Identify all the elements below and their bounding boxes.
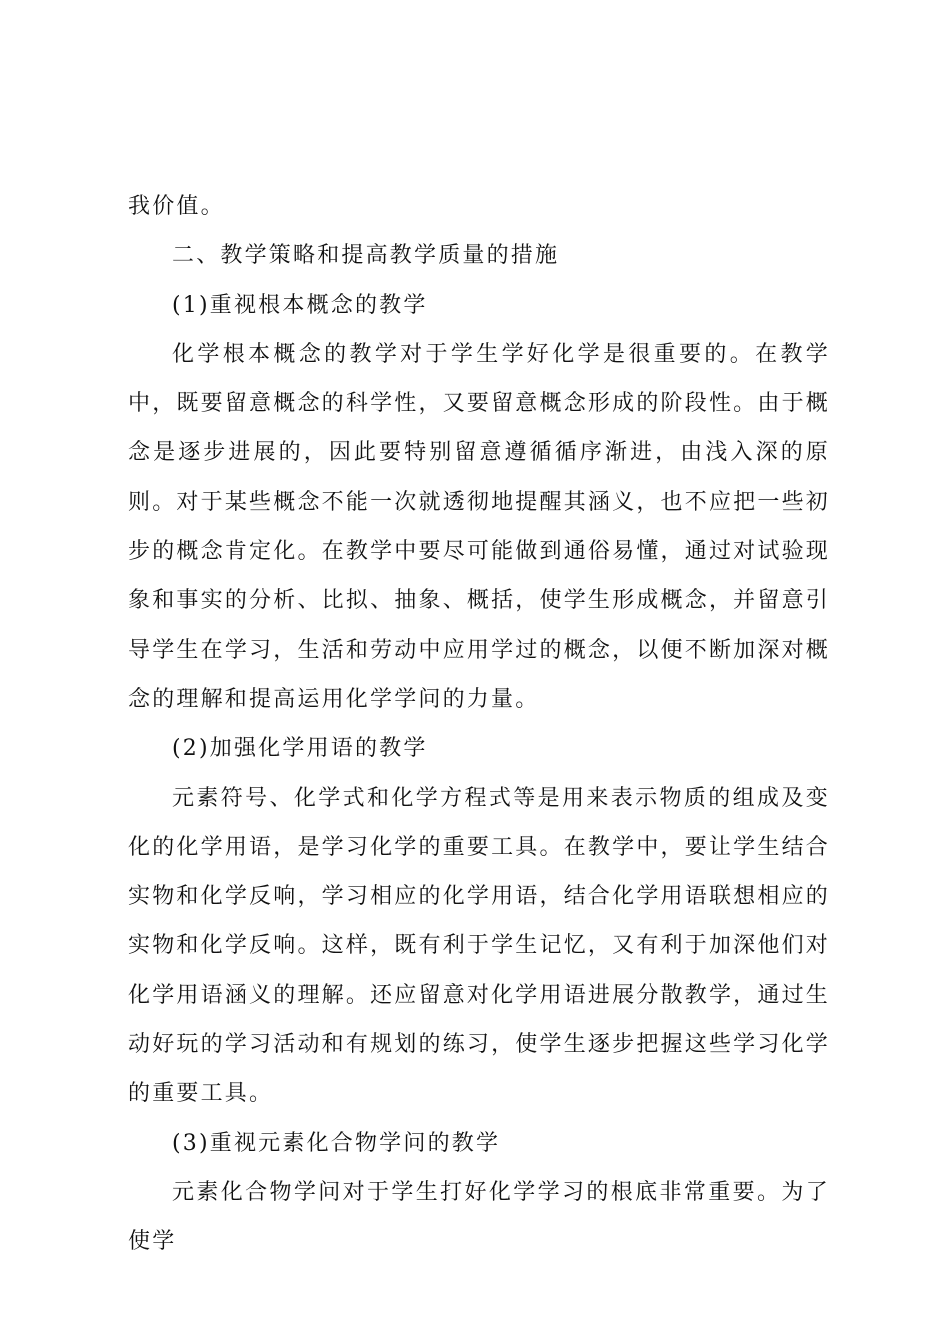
paragraph-elements: 元素化合物学问对于学生打好化学学习的根底非常重要。为了使学: [128, 1179, 830, 1255]
subsection-heading-1: (1)重视根本概念的教学: [172, 292, 428, 318]
paragraph-concepts: 化学根本概念的教学对于学生学好化学是很重要的。在教学中，既要留意概念的科学性，又要留意概念形成的阶段性。由于概念是逐步进展的，因此要特别留意遵循循序渐进，由浅入深的原则。对于某些概念不能一次就透彻地提醒其涵义，也不应把一些初步的概念肯定化。在教学中要尽可能做到通俗易懂，通过对试验现象和事实的分析、比拟、抽象、概括，使学生形成概念，并留意引导学生在学习，生活和劳动中应用学过的概念，以便不断加深对概念的理解和提高运用化学学问的力量。: [128, 341, 830, 712]
subsection-heading-3: (3)重视元素化合物学问的教学: [172, 1130, 501, 1156]
section-heading: 二、教学策略和提高教学质量的措施: [172, 243, 560, 269]
paragraph-continuation: 我价值。: [128, 194, 225, 219]
document-body: [128, 182, 830, 1267]
subsection-heading-2: (2)加强化学用语的教学: [172, 736, 428, 762]
paragraph-chemical-terms: 元素符号、化学式和化学方程式等是用来表示物质的组成及变化的化学用语，是学习化学的重要工具。在教学中，要让学生结合实物和化学反响，学习相应的化学用语，结合化学用语联想相应的实物和化学反响。这样，既有利于学生记忆，又有利于加深他们对化学用语涵义的理解。还应留意对化学用语进展分散教学，通过生动好玩的学习活动和有规划的练习，使学生逐步把握这些学习化学的重要工具。: [128, 785, 830, 1107]
